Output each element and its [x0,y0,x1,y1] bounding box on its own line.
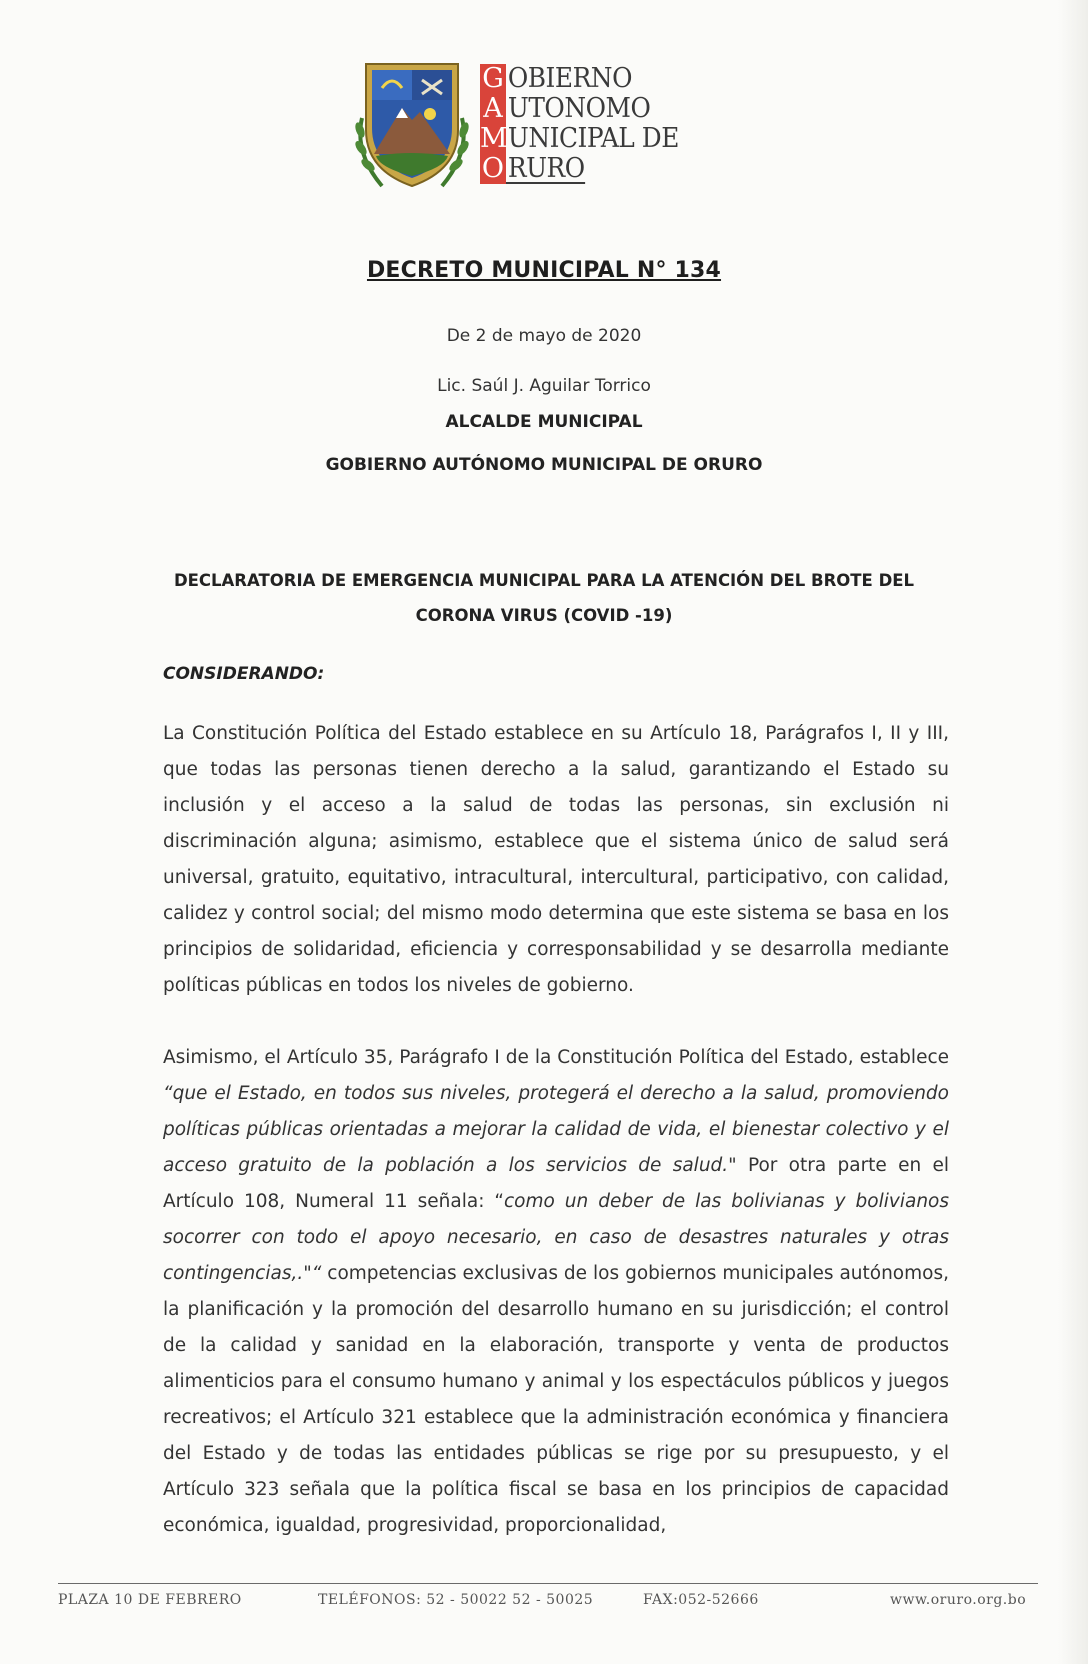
wordmark-row [480,124,694,154]
wordmark-text: UNICIPAL DE [507,123,679,154]
paragraph-text: Por otra parte en el Artículo 108, Numeral 11 señala: “ [163,1155,949,1212]
wordmark-initial: O [481,153,505,184]
decree-title: DECRETO MUNICIPAL N° 134 [366,258,722,283]
coat-of-arms-icon [352,58,472,196]
wordmark-text: RURO [507,152,585,184]
wordmark-row [480,94,694,124]
paragraph-text: competencias exclusivas de los gobiernos municipales autónomos, la planificación y la promoción del desarrollo humano en su jurisdicción; el control de la calidad y sanidad en la elaboración, transporte y venta de productos alimenticios para el consumo humano y animal y los espectáculos públicos y juegos recreativos; el Artículo 321 establece que la administración económica y financiera del Estado y de todas las entidades públicas se rige por su presupuesto, y el Artículo 323 señala que la política fiscal se basa en los principios de capacidad económica, igualdad, progresividad, proporcionalidad, [163,1263,949,1536]
wordmark-row [480,154,694,184]
paragraph-text: Asimismo, el Artículo 35, Parágrafo I de la Constitución Política del Estado, establece [163,1047,949,1068]
signer-name: Lic. Saúl J. Aguilar Torrico [437,376,651,396]
footer-divider [58,1583,1038,1584]
municipal-logo [352,58,752,198]
wordmark-row [480,64,694,94]
declaration-title-line1: DECLARATORIA DE EMERGENCIA MUNICIPAL PARA LA ATENCIÓN DEL BROTE DEL [173,571,915,590]
footer-website: www.oruro.org.bo [890,1592,1027,1608]
wordmark-initial: M [480,123,508,154]
constitution-quote: como un deber de las bolivianas y bolivianos socorrer con todo el apoyo necesario, en caso de desastres naturales y otras contingencias,."“ [163,1191,949,1284]
wordmark-text: OBIERNO [507,63,632,94]
footer-fax: FAX:052-52666 [643,1592,759,1608]
footer-phones: TELÉFONOS: 52 - 50022 52 - 50025 [318,1592,594,1608]
wordmark-initial: A [480,94,506,124]
body-paragraph-1: La Constitución Política del Estado establece en su Artículo 18, Parágrafos I, II y III, que todas las personas tienen derecho a la salud, garantizando el Estado su inclusión y el acceso a la salud de todas las personas, sin exclusión ni discriminación alguna; asimismo, establece que el sistema único de salud será universal, gratuito, equitativo, intracultural, intercultural, participativo, con calidad, calidez y control social; del mismo modo determina que este sistema se basa en los principios de solidaridad, eficiencia y corresponsabilidad y se desarrolla mediante políticas públicas en todos los niveles de gobierno. [163,723,949,996]
wordmark [480,64,694,184]
decree-date: De 2 de mayo de 2020 [446,326,642,346]
body-paragraph-2 [163,1040,949,1544]
constitution-quote: “que el Estado, en todos sus niveles, protegerá el derecho a la salud, promoviendo políticas públicas orientadas a mejorar la calidad de vida, el bienestar colectivo y el acceso gratuito de la población a los servicios de salud." [163,1083,949,1176]
considerando-heading: CONSIDERANDO: [163,664,325,684]
page-edge [1058,0,1088,1664]
signer-role: ALCALDE MUNICIPAL [445,412,643,432]
footer-address: PLAZA 10 DE FEBRERO [58,1592,242,1608]
wordmark-initial: G [480,64,506,94]
wordmark-text: UTONOMO [507,93,651,124]
government-name: GOBIERNO AUTÓNOMO MUNICIPAL DE ORURO [325,455,763,475]
declaration-title-line2: CORONA VIRUS (COVID -19) [415,606,673,625]
